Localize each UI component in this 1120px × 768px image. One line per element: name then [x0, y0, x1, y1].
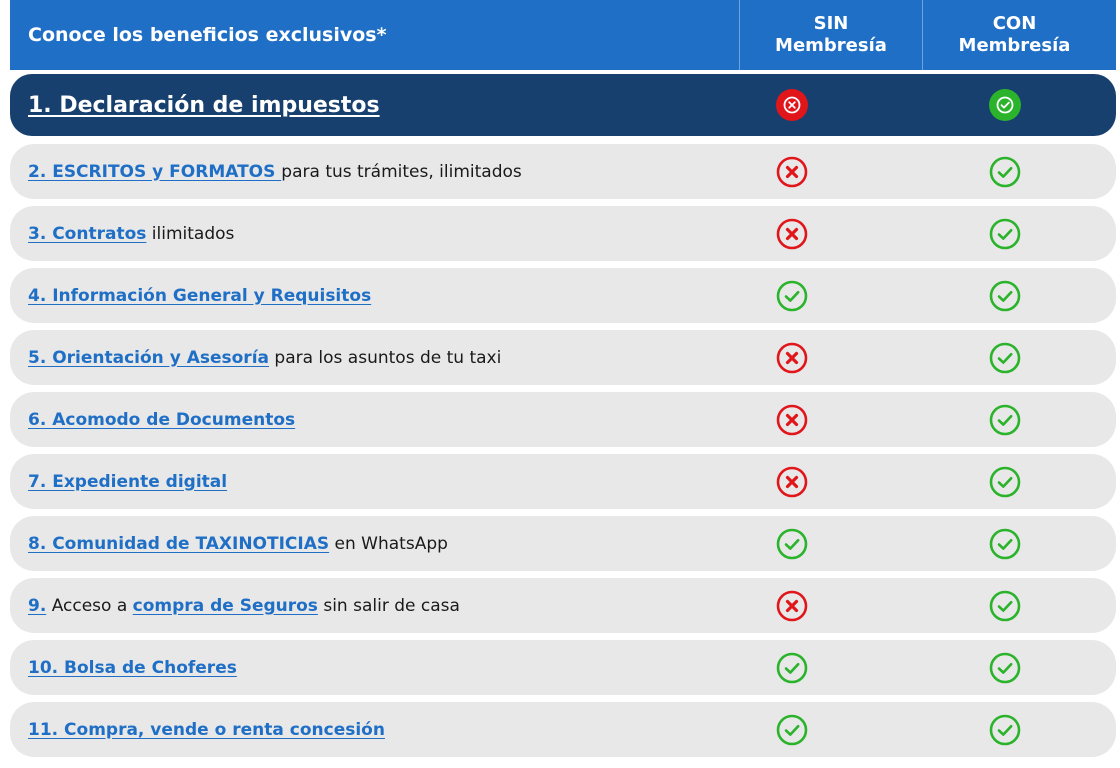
cell-con-membresia	[913, 217, 1096, 251]
benefit-label	[10, 720, 740, 740]
check-icon	[988, 88, 1022, 122]
check-icon	[988, 403, 1022, 437]
benefit-link[interactable]: 4. Información General y Requisitos	[28, 285, 372, 306]
benefit-rows	[10, 74, 1116, 764]
cell-sin-membresia	[700, 279, 883, 313]
benefit-link[interactable]: 8. Comunidad de TAXINOTICIAS	[28, 533, 330, 554]
benefit-label	[10, 162, 740, 182]
table-row	[10, 392, 1116, 447]
cell-sin-membresia	[700, 88, 883, 122]
table-row	[10, 516, 1116, 571]
table-row	[10, 454, 1116, 509]
benefit-label	[10, 410, 740, 430]
check-icon	[988, 589, 1022, 623]
benefit-link[interactable]: compra de Seguros	[132, 595, 318, 616]
benefit-number-link[interactable]: 9.	[28, 595, 47, 616]
check-icon	[988, 341, 1022, 375]
cell-sin-membresia	[700, 155, 883, 189]
cell-con-membresia	[913, 341, 1096, 375]
benefit-text: para tus trámites, ilimitados	[281, 161, 522, 182]
check-icon	[775, 279, 809, 313]
table-row	[10, 206, 1116, 261]
cell-con-membresia	[913, 713, 1096, 747]
header-sin-line1: SIN	[813, 13, 849, 34]
benefit-link[interactable]: 11. Compra, vende o renta concesión	[28, 719, 385, 740]
table-row	[10, 702, 1116, 757]
check-icon	[988, 279, 1022, 313]
benefit-label	[10, 472, 740, 492]
benefit-link[interactable]: 3. Contratos	[28, 223, 147, 244]
benefit-text: Acceso a	[46, 595, 133, 616]
table-row	[10, 144, 1116, 199]
benefit-link[interactable]: 1. Declaración de impuestos	[28, 92, 380, 118]
benefit-link[interactable]: 6. Acomodo de Documentos	[28, 409, 296, 430]
check-icon	[775, 651, 809, 685]
benefit-label	[10, 93, 740, 118]
check-icon	[988, 155, 1022, 189]
header-sin-line2: Membresía	[775, 35, 887, 56]
benefit-link[interactable]: 10. Bolsa de Choferes	[28, 657, 237, 678]
benefit-text: para los asuntos de tu taxi	[269, 347, 502, 368]
cell-con-membresia	[913, 155, 1096, 189]
check-icon	[988, 217, 1022, 251]
table-row	[10, 578, 1116, 633]
cross-icon	[775, 589, 809, 623]
header-col-sin	[740, 0, 923, 70]
table-row	[10, 74, 1116, 136]
cell-sin-membresia	[700, 527, 883, 561]
cell-sin-membresia	[700, 403, 883, 437]
benefit-label	[10, 224, 740, 244]
check-icon	[988, 527, 1022, 561]
cell-con-membresia	[913, 465, 1096, 499]
cell-sin-membresia	[700, 713, 883, 747]
table-row	[10, 330, 1116, 385]
cell-con-membresia	[913, 527, 1096, 561]
header-con-line1: CON	[992, 13, 1037, 34]
check-icon	[988, 713, 1022, 747]
cell-sin-membresia	[700, 651, 883, 685]
cell-con-membresia	[913, 403, 1096, 437]
check-icon	[775, 527, 809, 561]
table-row	[10, 640, 1116, 695]
check-icon	[775, 713, 809, 747]
benefit-link[interactable]: 5. Orientación y Asesoría	[28, 347, 269, 368]
cell-con-membresia	[913, 651, 1096, 685]
cell-sin-membresia	[700, 341, 883, 375]
table-header	[10, 0, 1116, 70]
cell-con-membresia	[913, 88, 1096, 122]
benefit-label	[10, 596, 740, 616]
cross-icon	[775, 217, 809, 251]
header-col-con	[923, 0, 1106, 70]
benefit-label	[10, 534, 740, 554]
benefit-label	[10, 286, 740, 306]
benefit-text: sin salir de casa	[317, 595, 460, 616]
benefit-label	[10, 658, 740, 678]
header-con-line2: Membresía	[958, 35, 1071, 56]
cell-sin-membresia	[700, 589, 883, 623]
benefit-label	[10, 348, 740, 368]
check-icon	[988, 651, 1022, 685]
cross-icon	[775, 341, 809, 375]
header-title: Conoce los beneficios exclusivos*	[10, 0, 740, 70]
cross-icon	[775, 155, 809, 189]
benefit-text: ilimitados	[146, 223, 235, 244]
cross-icon	[775, 88, 809, 122]
cell-sin-membresia	[700, 465, 883, 499]
benefit-link[interactable]: 2. ESCRITOS y FORMATOS	[28, 161, 282, 182]
benefit-text: en WhatsApp	[329, 533, 448, 554]
cell-sin-membresia	[700, 217, 883, 251]
cell-con-membresia	[913, 279, 1096, 313]
cross-icon	[775, 465, 809, 499]
check-icon	[988, 465, 1022, 499]
table-row	[10, 268, 1116, 323]
cross-icon	[775, 403, 809, 437]
benefit-link[interactable]: 7. Expediente digital	[28, 471, 228, 492]
cell-con-membresia	[913, 589, 1096, 623]
